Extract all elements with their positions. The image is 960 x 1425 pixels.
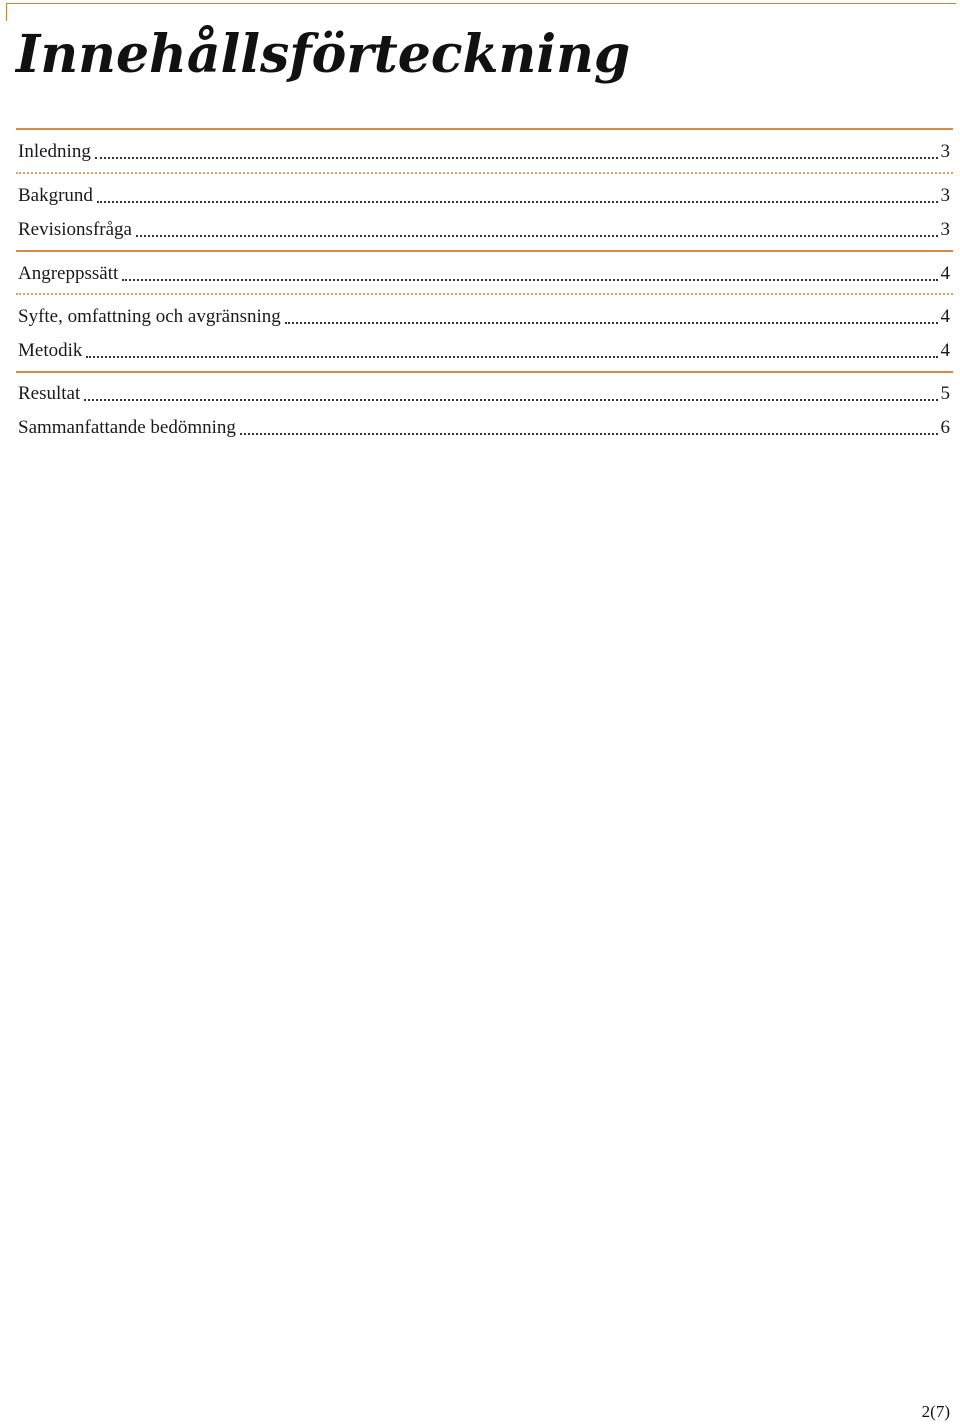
- toc-entry-page: 4: [940, 340, 950, 361]
- toc-entry-label: Angreppssätt: [18, 263, 119, 284]
- toc-entry-inledning[interactable]: [18, 139, 950, 165]
- divider: [16, 172, 953, 174]
- toc-entry-page: 6: [940, 417, 950, 438]
- toc-leader: [240, 433, 938, 435]
- toc-entry-resultat[interactable]: [18, 381, 950, 407]
- divider: [16, 250, 953, 252]
- toc-entry-angreppssatt[interactable]: [18, 261, 950, 287]
- toc-entry-label: Revisionsfråga: [18, 219, 132, 240]
- toc-leader: [136, 235, 938, 237]
- toc-leader: [95, 157, 938, 159]
- toc-entry-sammanfattande[interactable]: [18, 415, 950, 441]
- toc-entry-page: 3: [940, 141, 950, 162]
- toc-entry-syfte[interactable]: [18, 304, 950, 330]
- toc-leader: [122, 279, 937, 281]
- toc-entry-page: 3: [940, 219, 950, 240]
- toc-entry-page: 4: [940, 306, 950, 327]
- divider: [16, 371, 953, 373]
- toc-leader: [285, 322, 938, 324]
- corner-mark-vertical: [6, 3, 7, 21]
- toc-entry-page: 3: [940, 185, 950, 206]
- toc-entry-label: Metodik: [18, 340, 83, 361]
- toc-entry-bakgrund[interactable]: [18, 183, 950, 209]
- toc-leader: [86, 356, 937, 358]
- toc-entry-page: 5: [940, 383, 950, 404]
- toc-leader: [84, 399, 937, 401]
- toc-leader: [97, 201, 938, 203]
- toc-entry-revisionsfraga[interactable]: [18, 217, 950, 243]
- divider: [16, 293, 953, 295]
- toc-entry-label: Sammanfattande bedömning: [18, 417, 236, 438]
- page-title: Innehållsförteckning: [16, 24, 631, 85]
- corner-mark-horizontal: [6, 3, 956, 4]
- divider: [16, 128, 953, 130]
- toc-entry-metodik[interactable]: [18, 338, 950, 364]
- toc-entry-page: 4: [940, 263, 950, 284]
- toc-entry-label: Bakgrund: [18, 185, 93, 206]
- toc-entry-label: Resultat: [18, 383, 81, 404]
- page-number: 2(7): [921, 1402, 950, 1421]
- toc-entry-label: Inledning: [18, 141, 91, 162]
- toc-entry-label: Syfte, omfattning och avgränsning: [18, 306, 281, 327]
